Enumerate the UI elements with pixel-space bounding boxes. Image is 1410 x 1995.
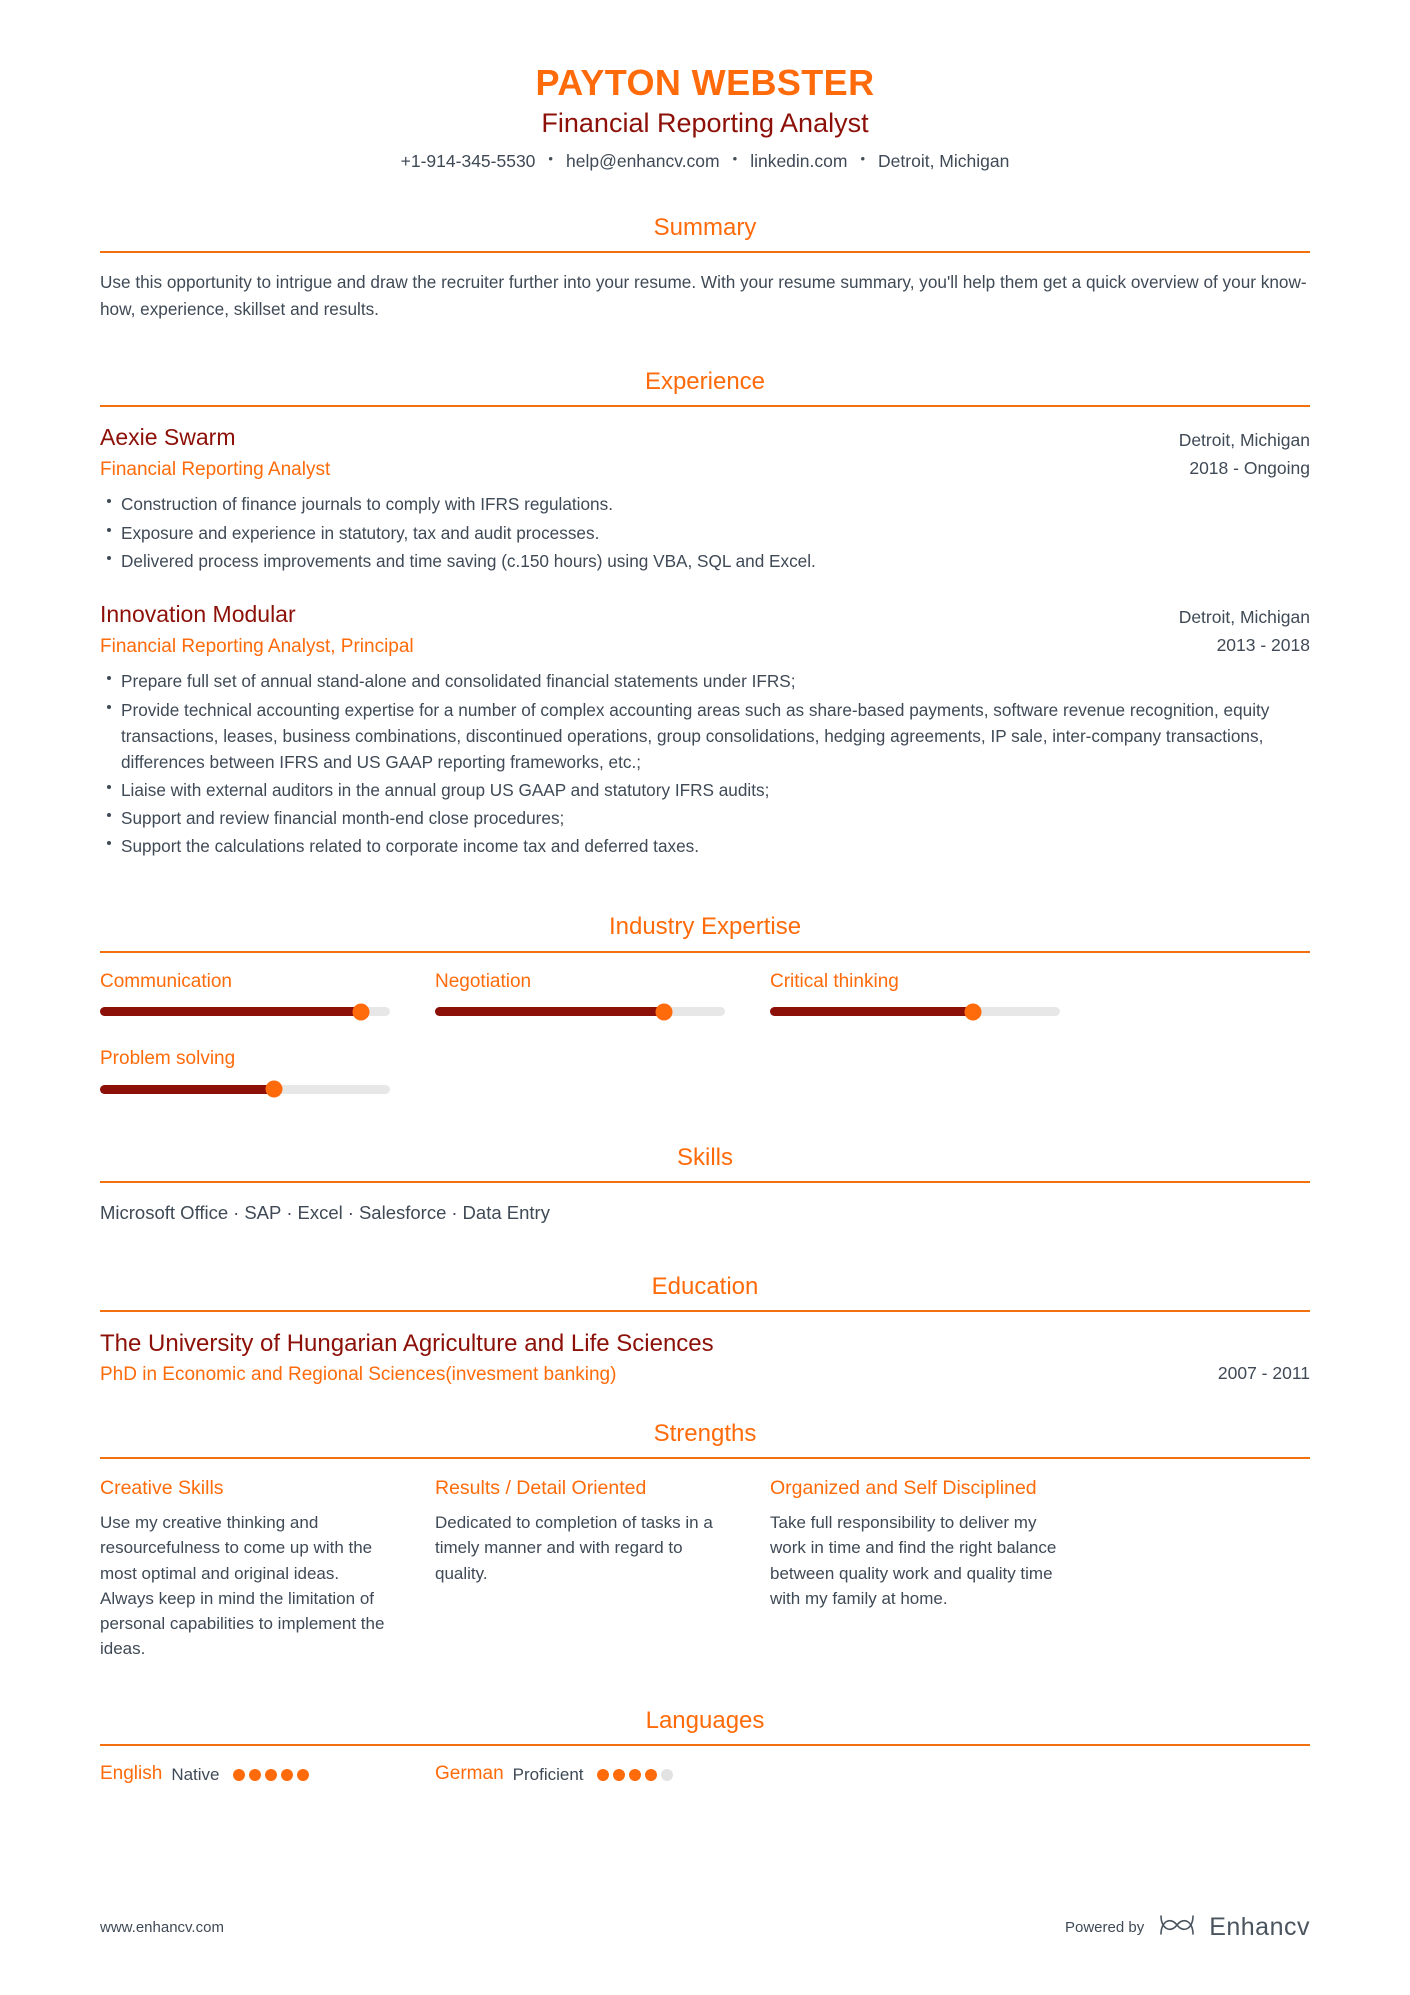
language-name: German	[435, 1763, 504, 1785]
language-rating-dot	[661, 1769, 673, 1781]
language-rating-dot	[281, 1769, 293, 1781]
strength-item	[435, 1475, 725, 1661]
section-title-industry-expertise: Industry Expertise	[608, 913, 802, 941]
expertise-slider[interactable]	[435, 1007, 725, 1016]
skill-item: Data Entry	[462, 1202, 550, 1224]
contact-separator: •	[732, 151, 738, 167]
slider-knob[interactable]	[965, 1003, 982, 1020]
job-bullet: Liaise with external auditors in the annual group US GAAP and statutory IFRS audits;	[100, 777, 1310, 803]
section-divider	[100, 405, 1310, 407]
strengths-grid	[100, 1475, 1310, 1661]
section-divider	[100, 251, 1310, 253]
strength-title: Results / Detail Oriented	[435, 1477, 647, 1500]
contact-item-2[interactable]: linkedin.com	[750, 150, 848, 171]
job-bullet: Support the calculations related to corporate income tax and deferred taxes.	[100, 833, 1310, 859]
summary-text: Use this opportunity to intrigue and draw the recruiter further into your resume. With your resume summary, you'll help them get a quick overview of your know-how, experience, skillset and results.	[100, 272, 1307, 319]
strength-item	[100, 1475, 390, 1661]
slider-fill	[770, 1007, 973, 1016]
strength-description: Dedicated to completion of tasks in a timely manner and with regard to quality.	[435, 1513, 713, 1583]
job-role: Financial Reporting Analyst	[100, 458, 331, 480]
strength-title: Organized and Self Disciplined	[770, 1477, 1037, 1500]
education-entry-row	[100, 1359, 1310, 1388]
job-bullet: Construction of finance journals to comply with IFRS regulations.	[100, 491, 1310, 517]
job-bullet-list	[100, 491, 1310, 573]
skills-list	[100, 1199, 1310, 1227]
section-industry-expertise	[100, 911, 1310, 1123]
experience-entry-header	[100, 423, 1310, 483]
degree-name: PhD in Economic and Regional Sciences(invesment banking)	[100, 1364, 617, 1386]
skill-separator: ·	[451, 1202, 458, 1224]
job-bullet: Exposure and experience in statutory, tax and audit processes.	[100, 520, 1310, 546]
language-rating-dot	[233, 1769, 245, 1781]
expertise-item	[100, 969, 390, 1017]
job-bullet: Support and review financial month-end close procedures;	[100, 805, 1310, 831]
job-location: Detroit, Michigan	[1178, 429, 1310, 450]
section-divider	[100, 1457, 1310, 1459]
job-bullet: Provide technical accounting expertise for a number of complex accounting areas such as share-based payments, software revenue recognition, equity transactions, leases, business combinations, discontinued operations, group consolidations, hedging agreements, IP sale, inter-company transactions, differences between IFRS and US GAAP reporting frameworks, etc.;	[100, 697, 1310, 775]
language-level: Native	[171, 1764, 220, 1784]
skill-item: Excel	[297, 1202, 343, 1224]
slider-knob[interactable]	[656, 1003, 673, 1020]
section-title-summary: Summary	[653, 214, 757, 242]
slider-knob[interactable]	[266, 1081, 283, 1098]
experience-entry-main	[100, 423, 1179, 483]
company-name: Innovation Modular	[100, 600, 296, 627]
section-title-strengths: Strengths	[653, 1419, 757, 1447]
language-rating-dot	[645, 1769, 657, 1781]
experience-entry	[100, 600, 1310, 860]
strength-item	[770, 1475, 1060, 1661]
section-title-education: Education	[651, 1272, 759, 1300]
section-title-skills: Skills	[676, 1143, 733, 1171]
expertise-slider[interactable]	[100, 1007, 390, 1016]
expertise-label: Problem solving	[100, 1048, 236, 1070]
experience-entry-main	[100, 600, 1179, 660]
strength-description: Take full responsibility to deliver my work in time and find the right balance between quality work and quality time with my family at home.	[770, 1513, 1057, 1608]
contact-item-0[interactable]: +1-914-345-5530	[400, 150, 536, 171]
company-name: Aexie Swarm	[100, 423, 236, 450]
expertise-item	[100, 1046, 390, 1094]
education-entry	[100, 1328, 1310, 1388]
enhancv-logo	[1157, 1912, 1310, 1943]
skill-separator: ·	[286, 1202, 293, 1224]
job-role: Financial Reporting Analyst, Principal	[100, 635, 414, 657]
language-item	[100, 1762, 390, 1787]
section-title-languages: Languages	[645, 1707, 765, 1735]
education-dates: 2007 - 2011	[1217, 1363, 1310, 1384]
skill-separator: ·	[233, 1202, 240, 1224]
slider-fill	[100, 1085, 274, 1094]
experience-list	[100, 423, 1310, 859]
enhancv-mark-icon	[1157, 1912, 1199, 1943]
expertise-grid	[100, 969, 1310, 1124]
section-skills	[100, 1142, 1310, 1227]
skill-item: Microsoft Office	[100, 1202, 229, 1224]
slider-fill	[435, 1007, 664, 1016]
section-divider	[100, 951, 1310, 953]
language-level: Proficient	[512, 1764, 584, 1784]
section-divider	[100, 1744, 1310, 1746]
contact-separator: •	[860, 151, 866, 167]
job-dates: 2013 - 2018	[1216, 634, 1310, 655]
experience-entry-meta	[1179, 423, 1310, 482]
job-bullet: Prepare full set of annual stand-alone and consolidated financial statements under IFRS;	[100, 668, 1310, 694]
expertise-slider[interactable]	[770, 1007, 1060, 1016]
expertise-label: Critical thinking	[770, 970, 899, 992]
language-rating-dot	[629, 1769, 641, 1781]
expertise-slider[interactable]	[100, 1085, 390, 1094]
slider-fill	[100, 1007, 361, 1016]
job-location: Detroit, Michigan	[1178, 606, 1310, 627]
job-bullet: Delivered process improvements and time saving (c.150 hours) using VBA, SQL and Excel.	[100, 548, 1310, 574]
language-rating-dot	[613, 1769, 625, 1781]
language-name: English	[100, 1763, 163, 1785]
expertise-label: Negotiation	[435, 970, 532, 992]
expertise-item	[435, 969, 725, 1017]
resume-header	[100, 62, 1310, 174]
expertise-label: Communication	[100, 970, 232, 992]
candidate-name: PAYTON WEBSTER	[535, 62, 875, 103]
experience-entry-meta	[1179, 600, 1310, 659]
candidate-job-title: Financial Reporting Analyst	[541, 108, 869, 139]
job-bullet-list	[100, 668, 1310, 859]
skill-item: Salesforce	[358, 1202, 447, 1224]
enhancv-wordmark: Enhancv	[1209, 1913, 1310, 1941]
experience-entry-header	[100, 600, 1310, 660]
section-divider	[100, 1310, 1310, 1312]
section-title-experience: Experience	[644, 367, 766, 395]
job-dates: 2018 - Ongoing	[1189, 457, 1310, 478]
section-divider	[100, 1181, 1310, 1183]
section-experience	[100, 366, 1310, 860]
section-strengths	[100, 1418, 1310, 1661]
footer-branding	[1065, 1912, 1310, 1943]
expertise-item	[770, 969, 1060, 1017]
footer-url[interactable]: www.enhancv.com	[100, 1919, 224, 1936]
skill-item: SAP	[244, 1202, 282, 1224]
contact-item-1[interactable]: help@enhancv.com	[565, 150, 720, 171]
language-rating-dots	[597, 1769, 673, 1781]
language-rating-dot	[597, 1769, 609, 1781]
slider-knob[interactable]	[353, 1003, 370, 1020]
contact-line	[100, 149, 1310, 174]
powered-by-label: Powered by	[1064, 1919, 1145, 1936]
school-name: The University of Hungarian Agriculture and Life Sciences	[100, 1330, 714, 1357]
strength-description: Use my creative thinking and resourcefulness to come up with the most optimal and original ideas. Always keep in mind the limitation of personal capabilities to implement the ideas.	[100, 1513, 385, 1659]
experience-entry	[100, 423, 1310, 574]
section-languages	[100, 1705, 1310, 1787]
language-rating-dot	[249, 1769, 261, 1781]
language-item	[435, 1762, 725, 1787]
strength-title: Creative Skills	[100, 1477, 224, 1500]
education-list	[100, 1328, 1310, 1388]
language-rating-dot	[265, 1769, 277, 1781]
contact-separator: •	[548, 151, 553, 167]
language-rating-dots	[233, 1769, 309, 1781]
section-education	[100, 1271, 1310, 1388]
contact-item-3[interactable]: Detroit, Michigan	[878, 150, 1010, 171]
skill-separator: ·	[347, 1202, 354, 1224]
language-rating-dot	[297, 1769, 309, 1781]
section-summary	[100, 212, 1310, 321]
languages-grid	[100, 1762, 1310, 1787]
page-footer	[100, 1912, 1310, 1943]
